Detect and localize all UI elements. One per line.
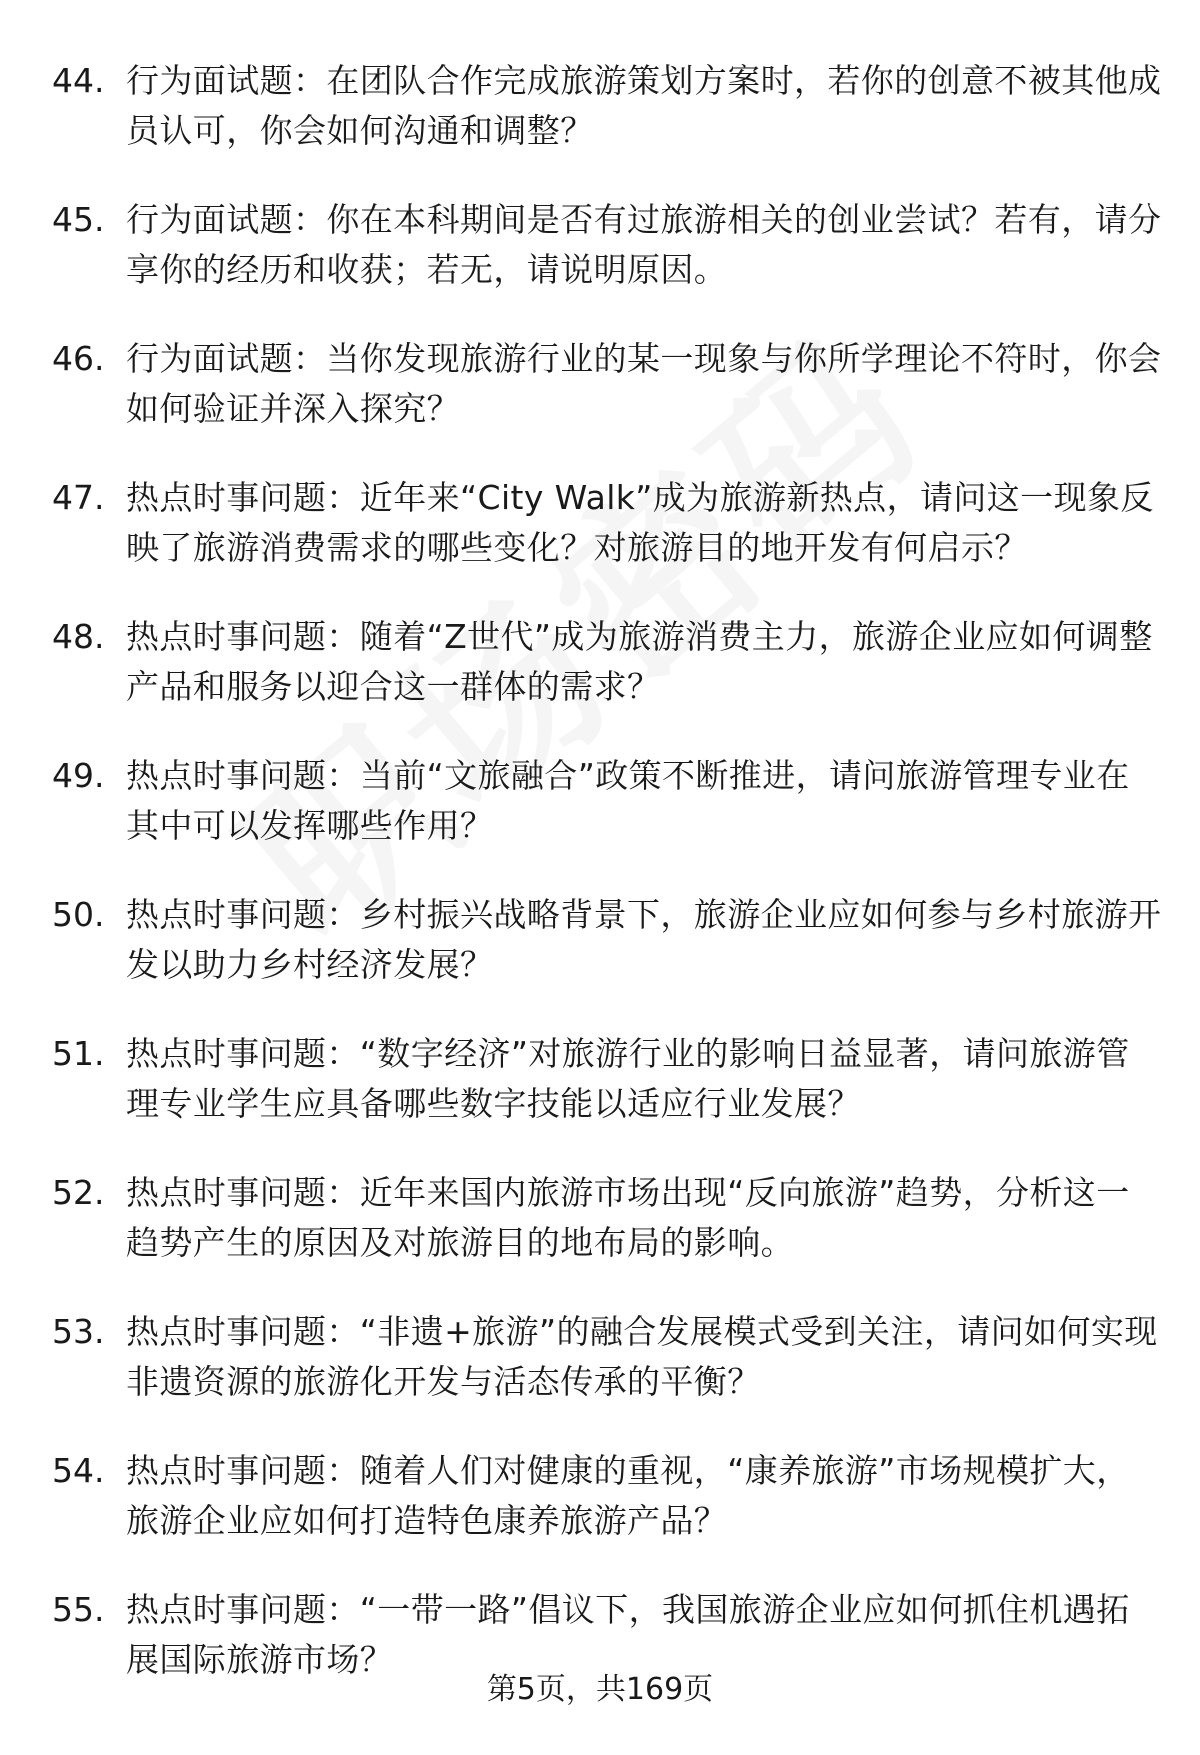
- question-item: [52, 1307, 1162, 1407]
- question-text: 热点时事问题：近年来国内旅游市场出现“反向旅游”趋势，分析这一趋势产生的原因及对旅游目的地布局的影响。: [126, 1173, 1130, 1262]
- question-text: 热点时事问题：当前“文旅融合”政策不断推进，请问旅游管理专业在其中可以发挥哪些作用？: [126, 756, 1130, 845]
- question-item: [52, 195, 1162, 295]
- question-number: 50.: [52, 895, 105, 934]
- question-item: [52, 612, 1162, 712]
- question-number: 54.: [52, 1451, 105, 1490]
- question-text: 行为面试题：当你发现旅游行业的某一现象与你所学理论不符时，你会如何验证并深入探究？: [126, 339, 1162, 428]
- question-text: 热点时事问题：“一带一路”倡议下，我国旅游企业应如何抓住机遇拓展国际旅游市场？: [126, 1590, 1130, 1679]
- question-item: [52, 751, 1162, 851]
- question-item: [52, 473, 1162, 573]
- question-number: 55.: [52, 1590, 105, 1629]
- question-text: 行为面试题：在团队合作完成旅游策划方案时，若你的创意不被其他成员认可，你会如何沟通和调整？: [126, 61, 1162, 150]
- question-text: 热点时事问题：随着“Z世代”成为旅游消费主力，旅游企业应如何调整产品和服务以迎合这一群体的需求？: [126, 617, 1153, 706]
- question-text: 热点时事问题：近年来“City Walk”成为旅游新热点，请问这一现象反映了旅游消费需求的哪些变化？对旅游目的地开发有何启示？: [126, 478, 1154, 567]
- question-item: [52, 1446, 1162, 1546]
- question-item: [52, 56, 1162, 156]
- question-number: 48.: [52, 617, 105, 656]
- question-number: 51.: [52, 1034, 105, 1073]
- question-item: [52, 1585, 1162, 1685]
- question-text: 热点时事问题：“非遗+旅游”的融合发展模式受到关注，请问如何实现非遗资源的旅游化开发与活态传承的平衡？: [126, 1312, 1158, 1401]
- page-footer: 第5页，共169页: [486, 1672, 714, 1707]
- question-text: 行为面试题：你在本科期间是否有过旅游相关的创业尝试？若有，请分享你的经历和收获；若无，请说明原因。: [126, 200, 1162, 289]
- question-text: 热点时事问题：“数字经济”对旅游行业的影响日益显著，请问旅游管理专业学生应具备哪些数字技能以适应行业发展？: [126, 1034, 1130, 1123]
- question-item: [52, 1029, 1162, 1129]
- question-text: 热点时事问题：乡村振兴战略背景下，旅游企业应如何参与乡村旅游开发以助力乡村经济发展？: [126, 895, 1162, 984]
- question-number: 45.: [52, 200, 105, 239]
- question-text: 热点时事问题：随着人们对健康的重视，“康养旅游”市场规模扩大，旅游企业应如何打造特色康养旅游产品？: [126, 1451, 1130, 1540]
- question-item: [52, 1168, 1162, 1268]
- question-item: [52, 890, 1162, 990]
- question-number: 53.: [52, 1312, 105, 1351]
- question-number: 46.: [52, 339, 105, 378]
- question-number: 47.: [52, 478, 105, 517]
- question-item: [52, 334, 1162, 434]
- question-number: 52.: [52, 1173, 105, 1212]
- question-number: 49.: [52, 756, 105, 795]
- question-number: 44.: [52, 61, 105, 100]
